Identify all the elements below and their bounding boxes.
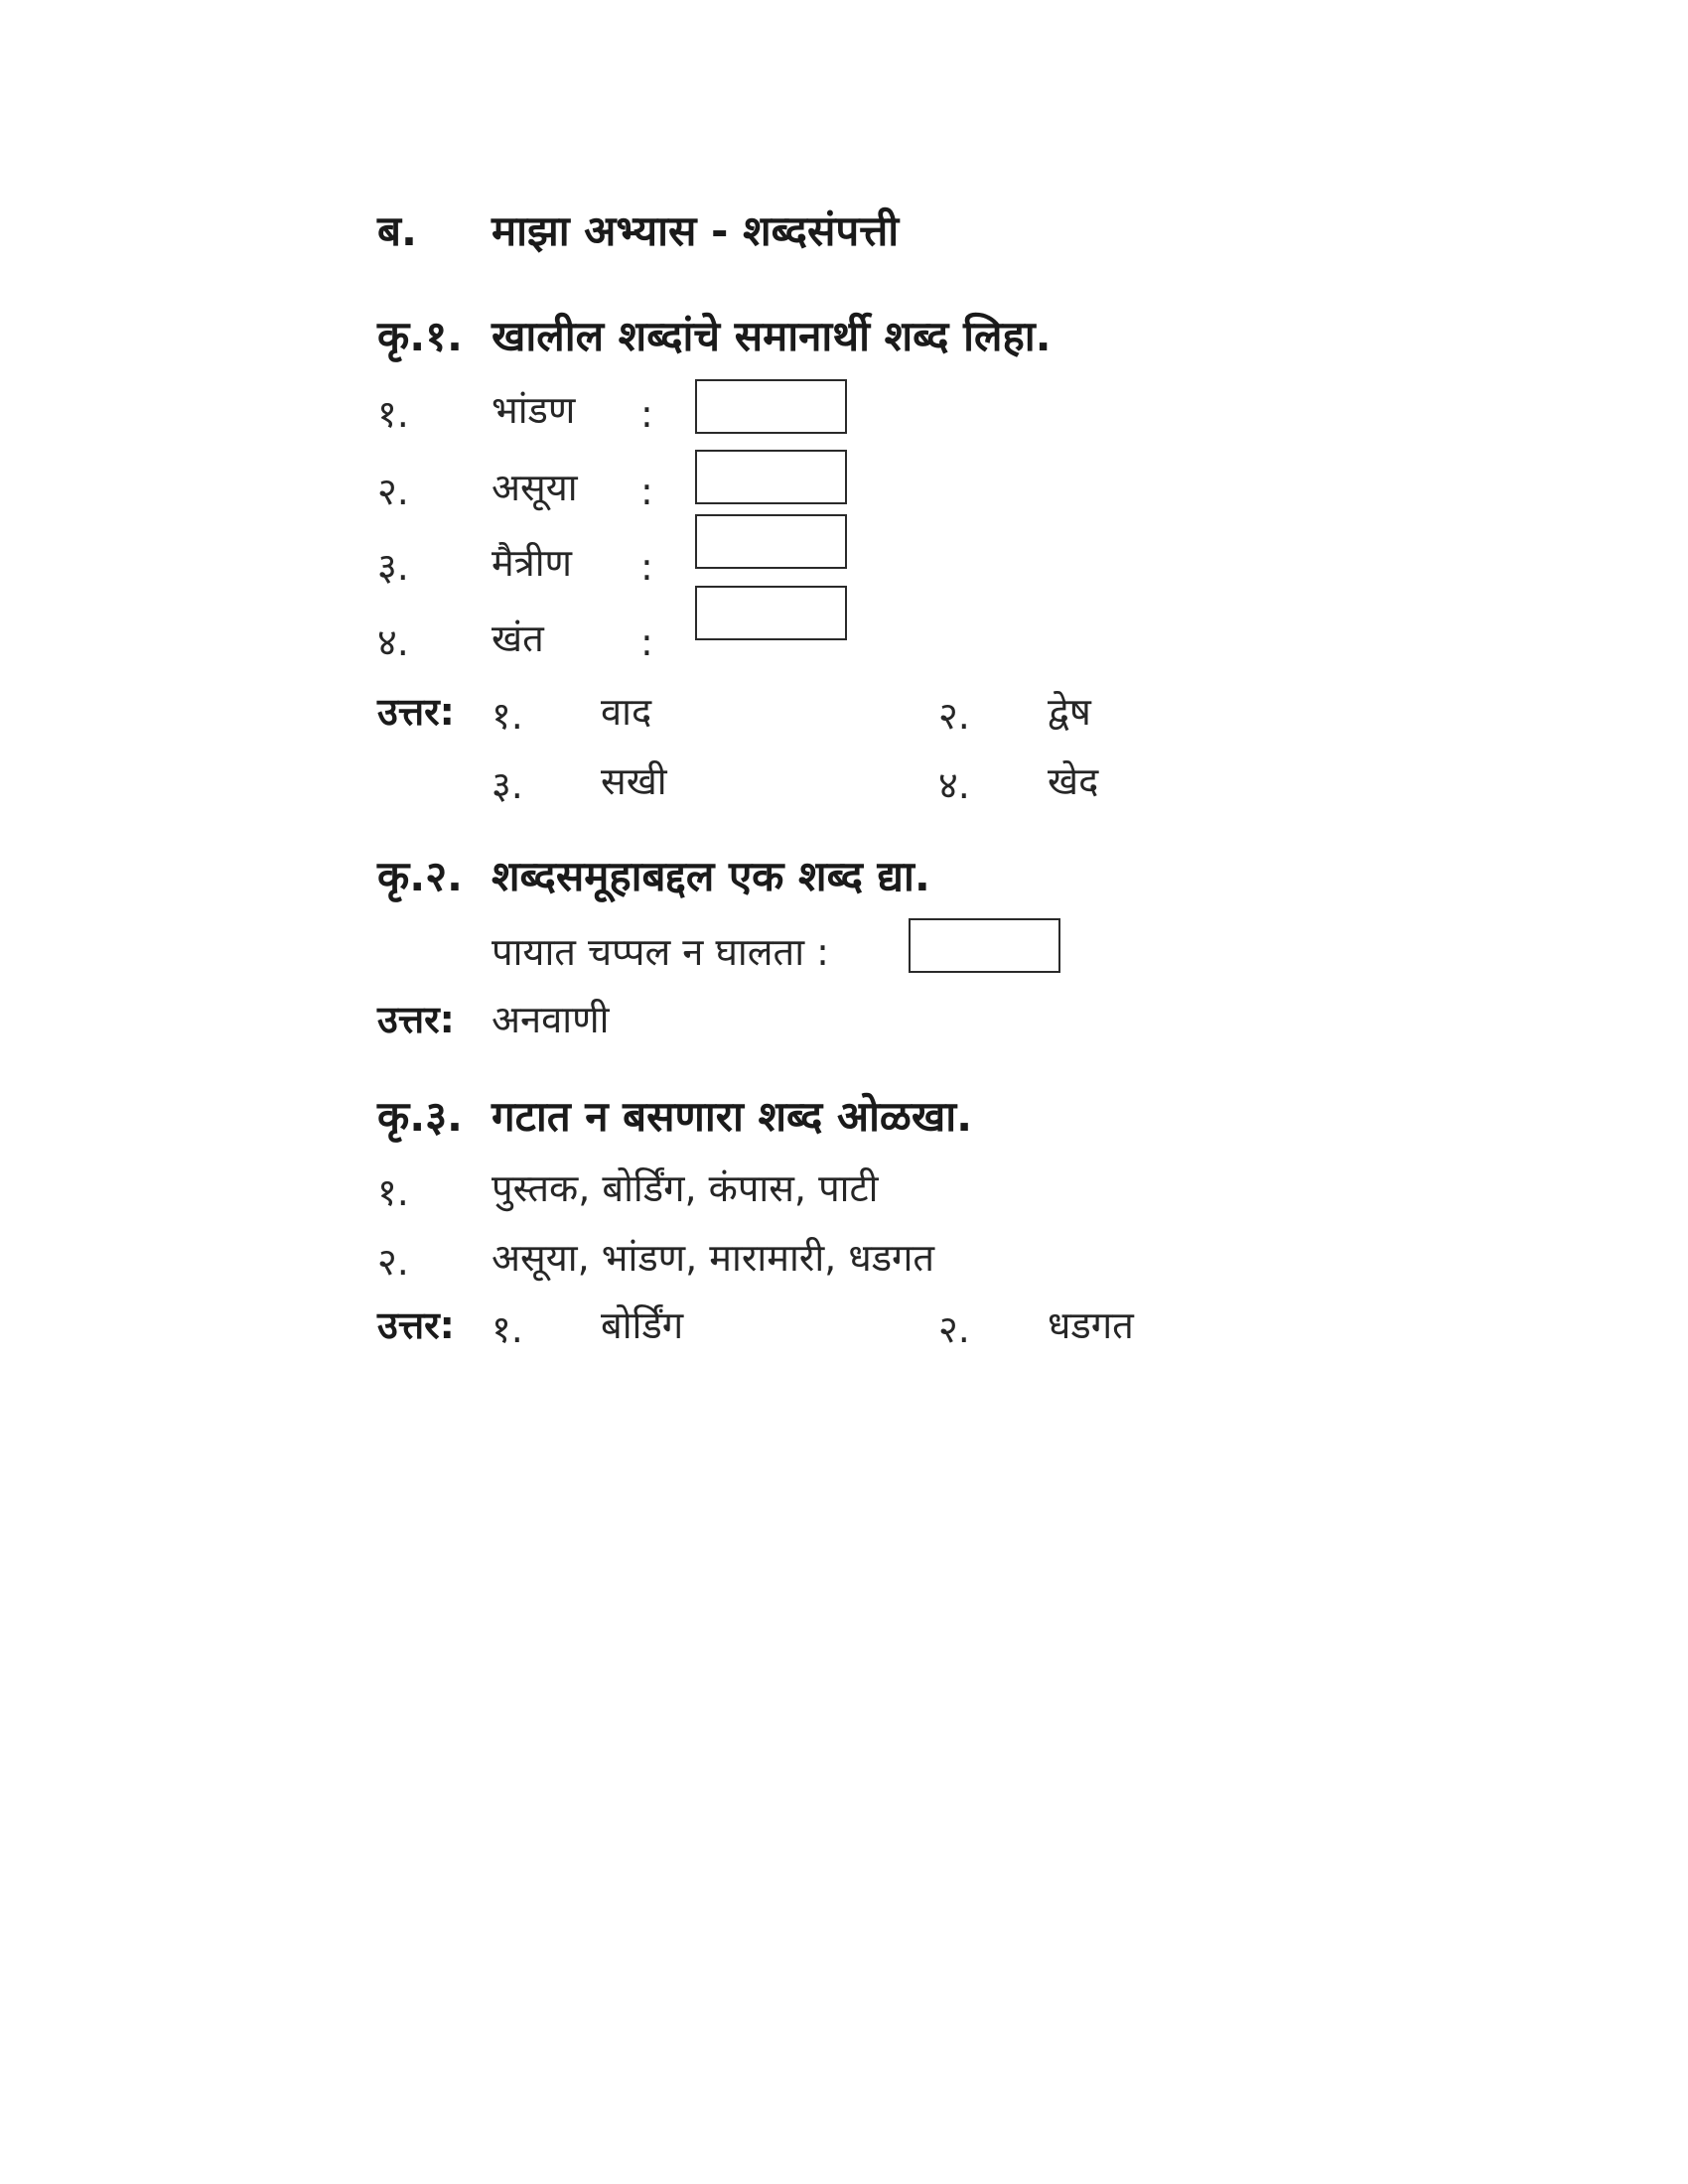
q1-label: कृ.१. (377, 312, 464, 360)
q1-answer-box-4[interactable] (695, 586, 847, 640)
section-title: माझा अभ्यास - शब्दसंपत्ती (492, 206, 900, 255)
q1-item-4-number: ४. (377, 620, 409, 664)
q1-item-2-word: असूया (492, 466, 578, 509)
q1-answer-4-text: खेद (1048, 759, 1099, 803)
q2-prompt: शब्दसमूहाबद्दल एक शब्द द्या. (492, 852, 930, 900)
q2-answer-text: अनवाणी (492, 998, 610, 1041)
q1-item-3-number: ३. (377, 545, 409, 589)
q3-group-2-text: असूया, भांडण, मारामारी, धडगत (492, 1236, 935, 1280)
q3-group-1-number: १. (377, 1170, 409, 1214)
q1-answer-2-number: २. (938, 694, 970, 738)
q1-answer-4-number: ४. (938, 763, 970, 807)
q1-item-1-word: भांडण (492, 388, 576, 432)
q1-item-1-number: १. (377, 392, 409, 436)
q1-item-2-colon: : (640, 470, 653, 513)
q2-label: कृ.२. (377, 852, 464, 900)
q1-answer-1-number: १. (492, 694, 523, 738)
q1-answer-3-number: ३. (492, 763, 523, 807)
q1-answer-box-3[interactable] (695, 514, 847, 569)
q1-answer-3-text: सखी (601, 759, 667, 803)
q1-item-3-colon: : (640, 545, 653, 589)
q2-phrase: पायात चप्पल न घालता : (492, 930, 829, 974)
q2-answer-box[interactable] (909, 918, 1060, 973)
q3-prompt: गटात न बसणारा शब्द ओळखा. (492, 1092, 973, 1141)
q1-item-4-word: खंत (492, 616, 544, 660)
q1-item-4-colon: : (640, 620, 653, 664)
q1-item-3-word: मैत्रीण (492, 541, 573, 585)
q3-answer-1-text: बोर्डिंग (601, 1303, 684, 1347)
q3-label: कृ.३. (377, 1092, 464, 1141)
q3-answer-2-text: धडगत (1048, 1303, 1134, 1347)
section-marker: ब. (377, 206, 417, 255)
q1-item-2-number: २. (377, 470, 409, 513)
q1-answer-1-text: वाद (601, 690, 652, 734)
q3-group-1-text: पुस्तक, बोर्डिंग, कंपास, पाटी (492, 1166, 879, 1210)
q1-prompt: खालील शब्दांचे समानार्थी शब्द लिहा. (492, 312, 1052, 360)
q3-answer-label: उत्तर: (377, 1303, 455, 1347)
q3-group-2-number: २. (377, 1240, 409, 1284)
q3-answer-2-number: २. (938, 1307, 970, 1351)
q2-answer-label: उत्तर: (377, 998, 455, 1041)
q1-answer-2-text: द्वेष (1048, 690, 1091, 734)
q1-answer-box-2[interactable] (695, 450, 847, 504)
q1-item-1-colon: : (640, 392, 653, 436)
q3-answer-1-number: १. (492, 1307, 523, 1351)
q1-answer-box-1[interactable] (695, 379, 847, 434)
q1-answer-label: उत्तर: (377, 690, 455, 734)
